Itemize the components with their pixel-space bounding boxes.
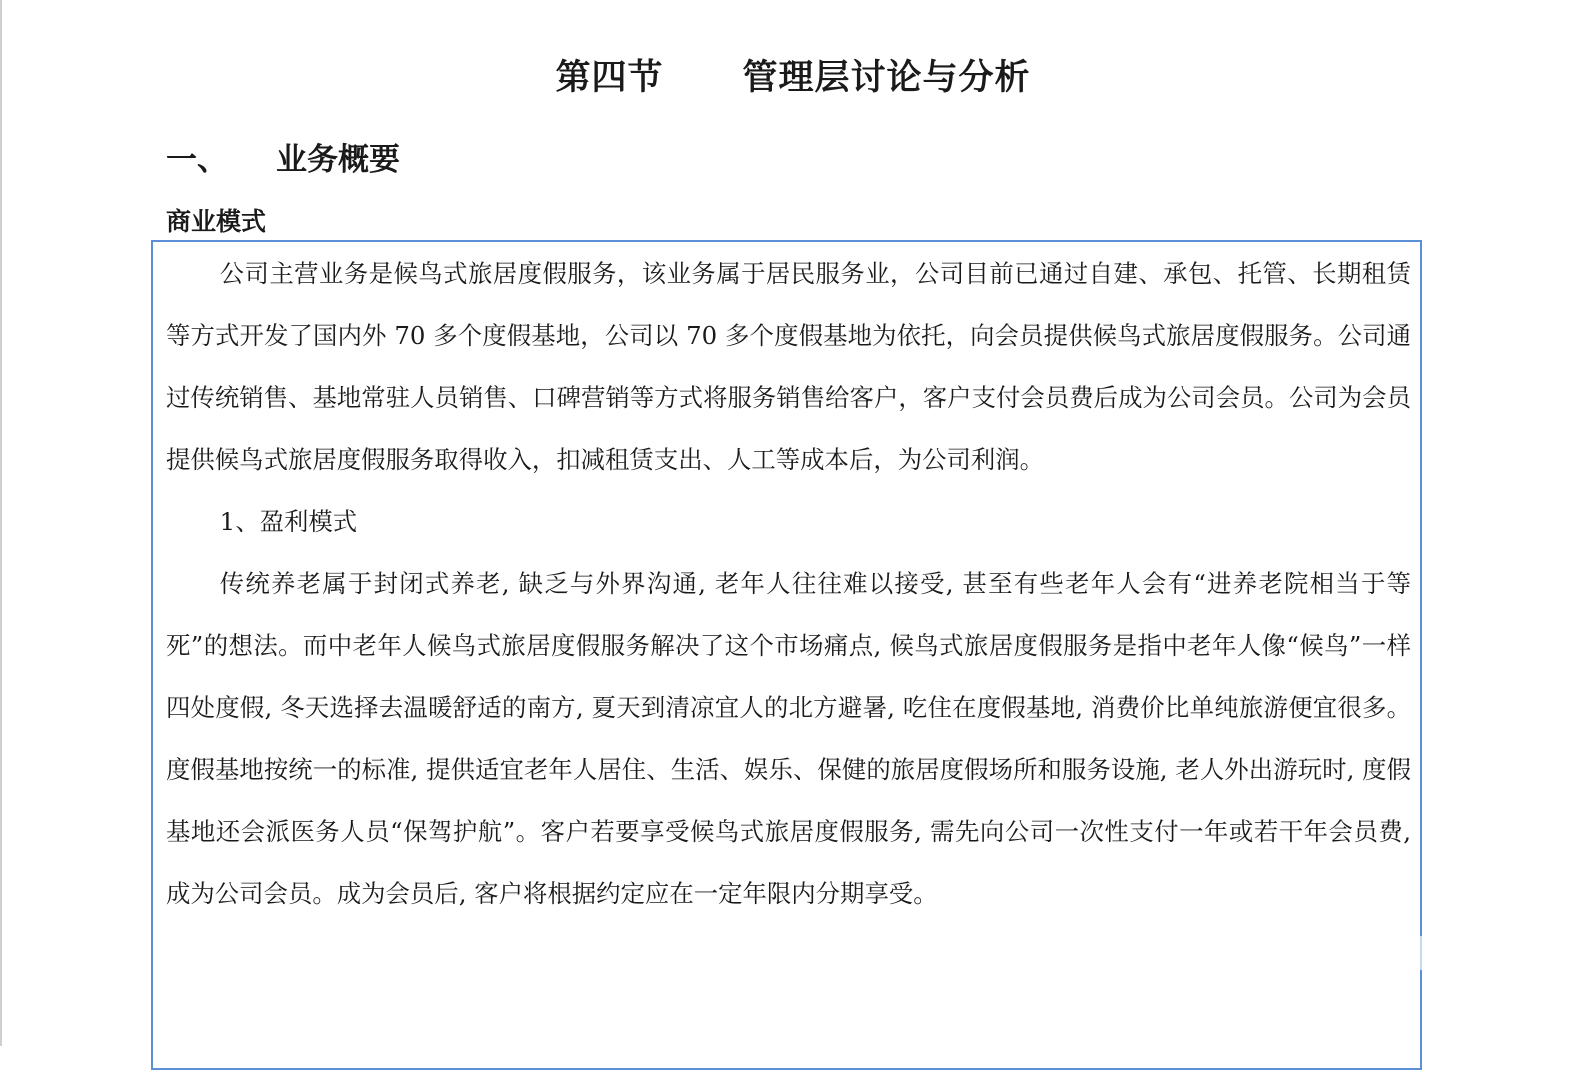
section-number: 一、 [166,142,228,178]
body-text [166,243,1411,925]
section-heading [166,138,400,182]
page-title: 第四节 管理层讨论与分析 [555,58,1031,98]
subsection-heading: 商业模式 [166,207,267,236]
page-left-edge [0,0,2,1046]
section-title: 业务概要 [276,142,400,178]
paragraph-business-overview: 公司主营业务是候鸟式旅居度假服务，该业务属于居民服务业，公司目前已通过自建、承包、托管、长期租赁等方式开发了国内外 70 多个度假基地，公司以 70 多个度假基地为依托，向会员提供候鸟式旅居度假服务。公司通过传统销售、基地常驻人员销售、口碑营销等方式将服务销售给客户，客户支付会员费后成为公司会员。公司为会员提供候鸟式旅居度假服务取得收入，扣减租赁支出、人工等成本后，为公司利润。 [166,259,1411,474]
paragraph-profit-model: 传统养老属于封闭式养老, 缺乏与外界沟通, 老年人往往难以接受, 甚至有些老年人会有“进养老院相当于等死”的想法。而中老年人候鸟式旅居度假服务解决了这个市场痛点, 候鸟式旅居度假服务是指中老年人像“候鸟”一样四处度假, 冬天选择去温暖舒适的南方, 夏天到清凉宜人的北方避暑, 吃住在度假基地, 消费价比单纯旅游便宜很多。度假基地按统一的标准, 提供适宜老年人居住、生活、娱乐、保健的旅居度假场所和服务设施, 老人外出游玩时, 度假基地还会派医务人员“保驾护航”。客户若要享受候鸟式旅居度假服务, 需先向公司一次性支付一年或若干年会员费, 成为公司会员。成为会员后, 客户将根据约定应在一定年限内分期享受。 [166,569,1411,908]
paragraph-profit-model-heading: 1、盈利模式 [219,507,358,536]
